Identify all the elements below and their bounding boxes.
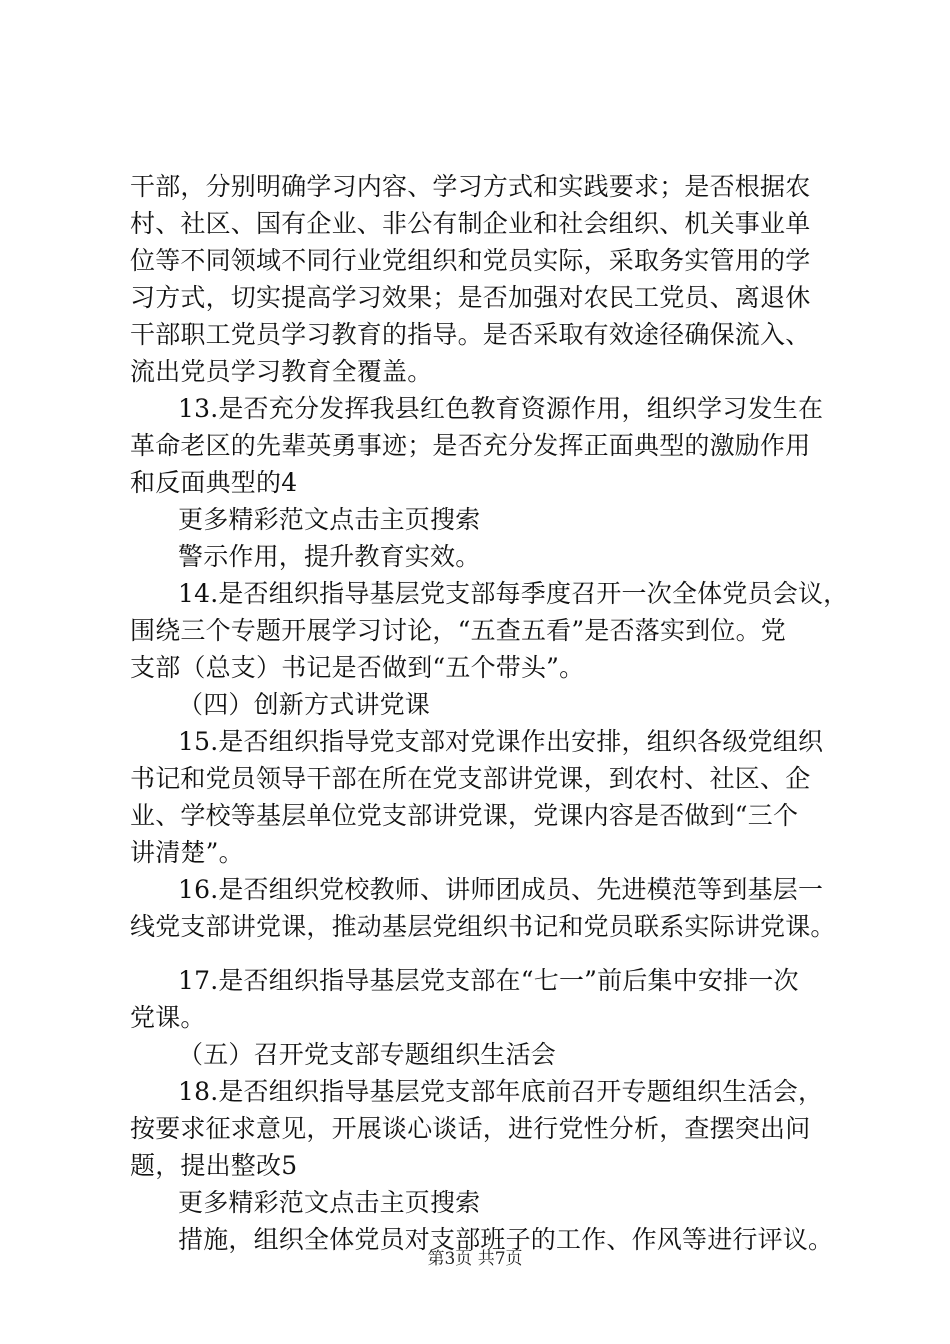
text-line: 18.是否组织指导基层党支部年底前召开专题组织生活会， xyxy=(178,1077,824,1106)
section-heading: （五）召开党支部专题组织生活会 xyxy=(178,1040,557,1069)
text-line: 15.是否组织指导党支部对党课作出安排，组织各级党组织 xyxy=(178,727,824,756)
text-line: 书记和党员领导干部在所在党支部讲党课，到农村、社区、企 xyxy=(130,764,811,793)
text-line: 题，提出整改5 xyxy=(130,1151,298,1180)
text-line: 革命老区的先辈英勇事迹；是否充分发挥正面典型的激励作用 xyxy=(130,431,811,460)
text-line: 16.是否组织党校教师、讲师团成员、先进模范等到基层一 xyxy=(178,875,824,904)
text-line: 13.是否充分发挥我县红色教育资源作用，组织学习发生在 xyxy=(178,394,824,423)
text-line: 习方式，切实提高学习效果；是否加强对农民工党员、离退休 xyxy=(130,283,811,312)
text-line: 业、学校等基层单位党支部讲党课，党课内容是否做到“三个 xyxy=(130,801,799,830)
text-line: 措施，组织全体党员对支部班子的工作、作风等进行评议。 xyxy=(178,1225,834,1254)
section-heading: （四）创新方式讲党课 xyxy=(178,690,431,719)
text-line: 更多精彩范文点击主页搜索 xyxy=(178,505,481,534)
text-line: 流出党员学习教育全覆盖。 xyxy=(130,357,433,386)
text-line: 村、社区、国有企业、非公有制企业和社会组织、机关事业单 xyxy=(130,209,811,238)
text-line: 更多精彩范文点击主页搜索 xyxy=(178,1188,481,1217)
text-line: 支部（总支）书记是否做到“五个带头”。 xyxy=(130,653,585,682)
text-line: 位等不同领域不同行业党组织和党员实际，采取务实管用的学 xyxy=(130,246,811,275)
text-line: 讲清楚”。 xyxy=(130,838,244,867)
text-line: 14.是否组织指导基层党支部每季度召开一次全体党员会议， xyxy=(178,579,849,608)
text-line: 党课。 xyxy=(130,1003,206,1032)
text-line: 按要求征求意见，开展谈心谈话，进行党性分析，查摆突出问 xyxy=(130,1114,811,1143)
text-line: 17.是否组织指导基层党支部在“七一”前后集中安排一次 xyxy=(178,966,799,995)
text-line: 线党支部讲党课，推动基层党组织书记和党员联系实际讲党课。 xyxy=(130,912,836,941)
text-line: 和反面典型的4 xyxy=(130,468,298,497)
text-line: 围绕三个专题开展学习讨论，“五查五看”是否落实到位。党 xyxy=(130,616,786,645)
page-number-footer: 第3页 共7页 xyxy=(427,1249,523,1269)
text-line: 干部职工党员学习教育的指导。是否采取有效途径确保流入、 xyxy=(130,320,811,349)
text-line: 干部，分别明确学习内容、学习方式和实践要求；是否根据农 xyxy=(130,172,811,201)
text-line: 警示作用，提升教育实效。 xyxy=(178,542,481,571)
